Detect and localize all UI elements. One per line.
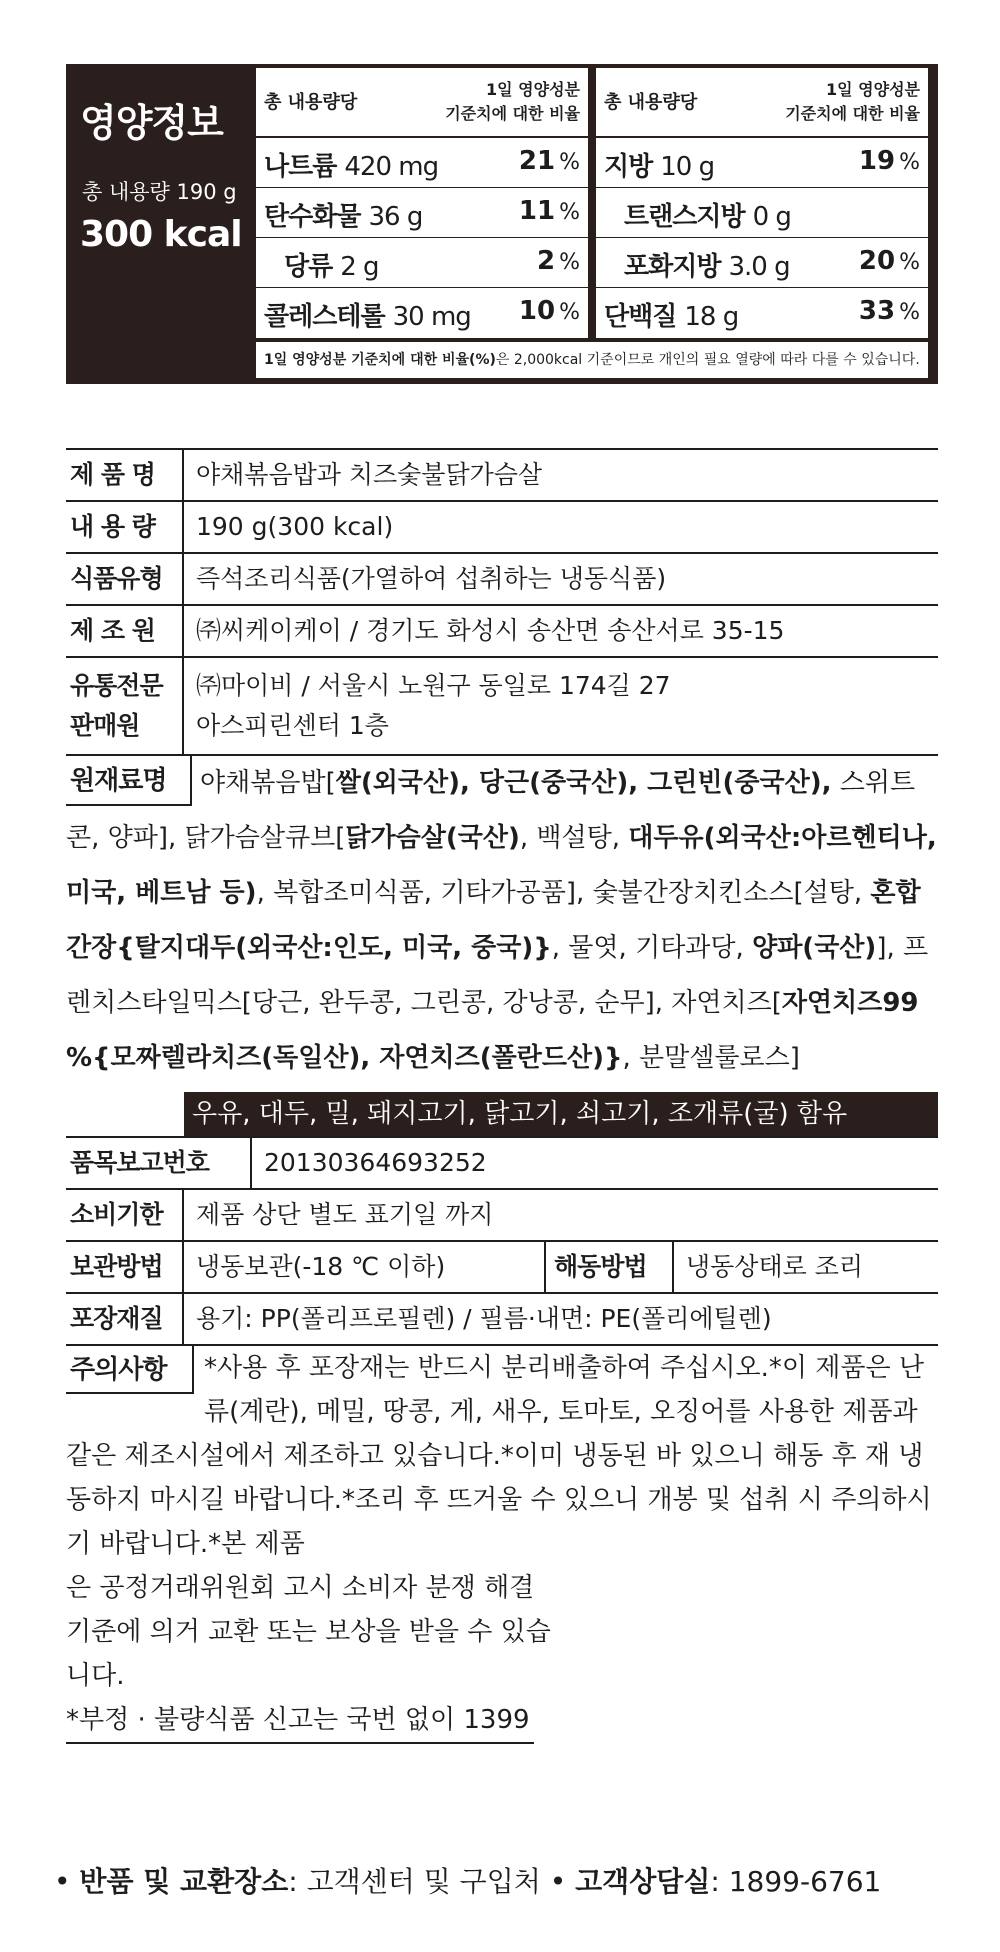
nutrient-row: 콜레스테롤 30 mg 10 % [264, 296, 580, 332]
manufacturer-label: 제 조 원 [66, 606, 184, 656]
nutrient-amount: 3.0 g [728, 252, 790, 282]
product-name-label: 제 품 명 [66, 450, 184, 500]
food-type-value: 즉석조리식품(가열하여 섭취하는 냉동식품) [196, 564, 667, 593]
content-value: 190 g(300 kcal) [196, 512, 394, 541]
ingredient-segment: 야채볶음밥[ [200, 768, 336, 798]
food-type-label: 식품유형 [66, 554, 184, 604]
nutrient-percent: 11 [518, 196, 556, 226]
calories: 300 kcal [80, 214, 242, 255]
content-row [66, 502, 938, 554]
ingredient-segment: , 물엿, 기타과당, [551, 933, 753, 963]
storage-value: 냉동보관(-18 ℃ 이하) [184, 1242, 546, 1292]
ingredients-label: 원재료명 [66, 756, 192, 806]
nutrient-name: 지방 [604, 152, 653, 182]
distributor-label: 유통전문 판매원 [66, 658, 184, 754]
nutrient-name: 탄수화물 [264, 202, 361, 232]
nutrition-column-header [256, 68, 588, 138]
expiry-value: 제품 상단 별도 표기일 까지 [196, 1200, 494, 1229]
expiry-label: 소비기한 [66, 1190, 184, 1240]
caution-label: 주의사항 [66, 1346, 194, 1394]
nutrient-amount: 0 g [752, 202, 791, 232]
nutrition-column-left [256, 68, 588, 338]
nutrition-column-header [596, 68, 928, 138]
ingredient-segment: 혼합간장{탈지대두(외국산:인도, 미국, 중국)} [66, 878, 921, 963]
return-label: 반품 및 교환장소 [79, 1865, 289, 1898]
manufacturer-value: ㈜씨케이케이 / 경기도 화성시 송산면 송산서로 35-15 [196, 616, 785, 645]
header-per-total: 총 내용량당 [604, 92, 698, 113]
nutrient-amount: 420 mg [344, 152, 439, 182]
ingredient-segment: ], 프렌치스타일믹스[당근, 완두콩, 그린콩, 강낭콩, 순무], 자연치즈[ [66, 933, 929, 1018]
header-daily-value: 1일 영양성분 기준치에 대한 비율 [785, 80, 920, 123]
storage-label: 보관방법 [66, 1242, 184, 1292]
storage-row [66, 1242, 938, 1294]
content-label: 내 용 량 [66, 502, 184, 552]
nutrient-name: 단백질 [604, 302, 677, 332]
nutrition-footnote: 1일 영양성분 기준치에 대한 비율(%)은 2,000kcal 기준이므로 개인의 필요 열량에 따라 다를 수 있습니다. [256, 342, 928, 378]
nutrition-title: 영양정보 [80, 101, 223, 145]
nutrient-percent: 20 [858, 246, 896, 276]
nutrient-name: 트랜스지방 [624, 202, 745, 232]
cs-value: : 1899-6761 [710, 1865, 882, 1898]
nutrient-row: 당류 2 g 2 % [256, 238, 588, 288]
nutrient-name: 당류 [284, 252, 333, 282]
ingredient-segment: , 백설탕, [519, 823, 629, 853]
nutrition-panel [66, 64, 938, 384]
thaw-value: 냉동상태로 조리 [686, 1252, 863, 1281]
report-hotline: *부정 · 불량식품 신고는 국번 없이 1399 [66, 1698, 534, 1744]
nutrient-row: 단백질 18 g 33 % [604, 296, 920, 332]
packaging-row [66, 1294, 938, 1346]
ingredients-value [66, 768, 937, 1073]
nutrient-row: 포화지방 3.0 g 20 % [596, 238, 928, 288]
product-name-value: 야채볶음밥과 치즈숯불닭가슴살 [196, 460, 543, 489]
nutrient-amount: 18 g [684, 302, 739, 332]
ingredient-segment: 스위트콘, 양파], 닭가슴살큐브[ [66, 768, 916, 853]
manufacturer-row [66, 606, 938, 658]
nutrition-column-right [596, 68, 928, 338]
caution-text: 주의사항 *사용 후 포장재는 반드시 분리배출하여 주십시오.*이 제품은 난류(계란), 메밀, 땅콩, 게, 새우, 토마토, 오징어를 사용한 제품과 같은 제조시설에서 제조하고 있습니다.*이미 냉동된 바 있으니 해동 후 재 냉동하지 마시길 바랍니다.*조리 후 뜨거울 수 있으니 개봉 및 섭취 시 주의하시기 바랍니다.*본 제품 은 공정거래위원회 고시 소비자 분쟁 해결 기준에 의거 교환 또는 보상을 받을 수 있습 니다. [66, 1346, 938, 1698]
header-daily-value: 1일 영양성분 기준치에 대한 비율 [445, 80, 580, 123]
report-number-row [66, 1136, 938, 1190]
total-amount: 총 내용량 190 g [82, 180, 237, 204]
allergy-notice: 우유, 대두, 밀, 돼지고기, 닭고기, 쇠고기, 조개류(굴) 함유 [184, 1092, 938, 1136]
nutrient-percent: 2 [537, 246, 556, 276]
nutrient-row: 지방 10 g 19 % [596, 138, 928, 188]
product-name-row [66, 448, 938, 502]
report-number-value: 20130364693252 [264, 1148, 487, 1177]
nutrient-percent: 21 [518, 146, 556, 176]
thaw-label: 해동방법 [546, 1242, 674, 1292]
food-type-row [66, 554, 938, 606]
packaging-value: 용기: PP(폴리프로필렌) / 필름·내면: PE(폴리에틸렌) [196, 1304, 772, 1333]
nutrient-name: 나트륨 [264, 152, 337, 182]
ingredient-segment: , 분말셀룰로스] [622, 1043, 800, 1073]
nutrient-row [596, 188, 928, 238]
footer-contact: • 반품 및 교환장소: 고객센터 및 구입처 • 고객상담실: 1899-6761 [54, 1865, 882, 1898]
caution-section [66, 1346, 938, 1744]
nutrient-amount: 30 mg [392, 302, 471, 332]
product-info-table [66, 448, 938, 1744]
distributor-value: ㈜마이비 / 서울시 노원구 동일로 174길 27 아스피린센터 1층 [196, 671, 671, 740]
nutrient-name: 포화지방 [624, 252, 721, 282]
header-per-total: 총 내용량당 [264, 92, 358, 113]
ingredient-segment: 양파(국산) [752, 933, 877, 963]
nutrition-summary [66, 64, 252, 384]
cs-label: 고객상담실 [575, 1865, 711, 1898]
nutrient-row: 나트륨 420 mg 21 % [256, 138, 588, 188]
ingredients-row [66, 756, 938, 1136]
packaging-label: 포장재질 [66, 1294, 184, 1344]
ingredient-segment: , 복합조미식품, 기타가공품], 숯불간장치킨소스[설탕, [256, 878, 871, 908]
nutrient-percent: 19 [858, 146, 896, 176]
ingredient-segment: 자연치즈99 %{모짜렐라치즈(독일산), 자연치즈(폴란드산)} [66, 988, 919, 1073]
nutrient-amount: 36 g [368, 202, 423, 232]
ingredients-text [66, 756, 938, 1086]
nutrient-percent: 33 [858, 296, 896, 326]
nutrient-amount: 10 g [660, 152, 715, 182]
ingredient-segment: 닭가슴살(국산) [345, 823, 520, 853]
return-value: : 고객센터 및 구입처 [288, 1865, 541, 1898]
nutrient-percent: 10 [518, 296, 556, 326]
nutrient-name: 콜레스테롤 [264, 302, 385, 332]
report-number-label: 품목보고번호 [66, 1138, 252, 1188]
ingredient-segment: 대두유(외국산:아르헨티나, 미국, 베트남 등) [66, 823, 937, 908]
nutrient-amount: 2 g [340, 252, 379, 282]
expiry-row [66, 1190, 938, 1242]
nutrient-row: 탄수화물 36 g 11 % [256, 188, 588, 238]
distributor-row [66, 658, 938, 756]
ingredient-segment: 쌀(외국산), 당근(중국산), 그린빈(중국산), [335, 768, 832, 798]
